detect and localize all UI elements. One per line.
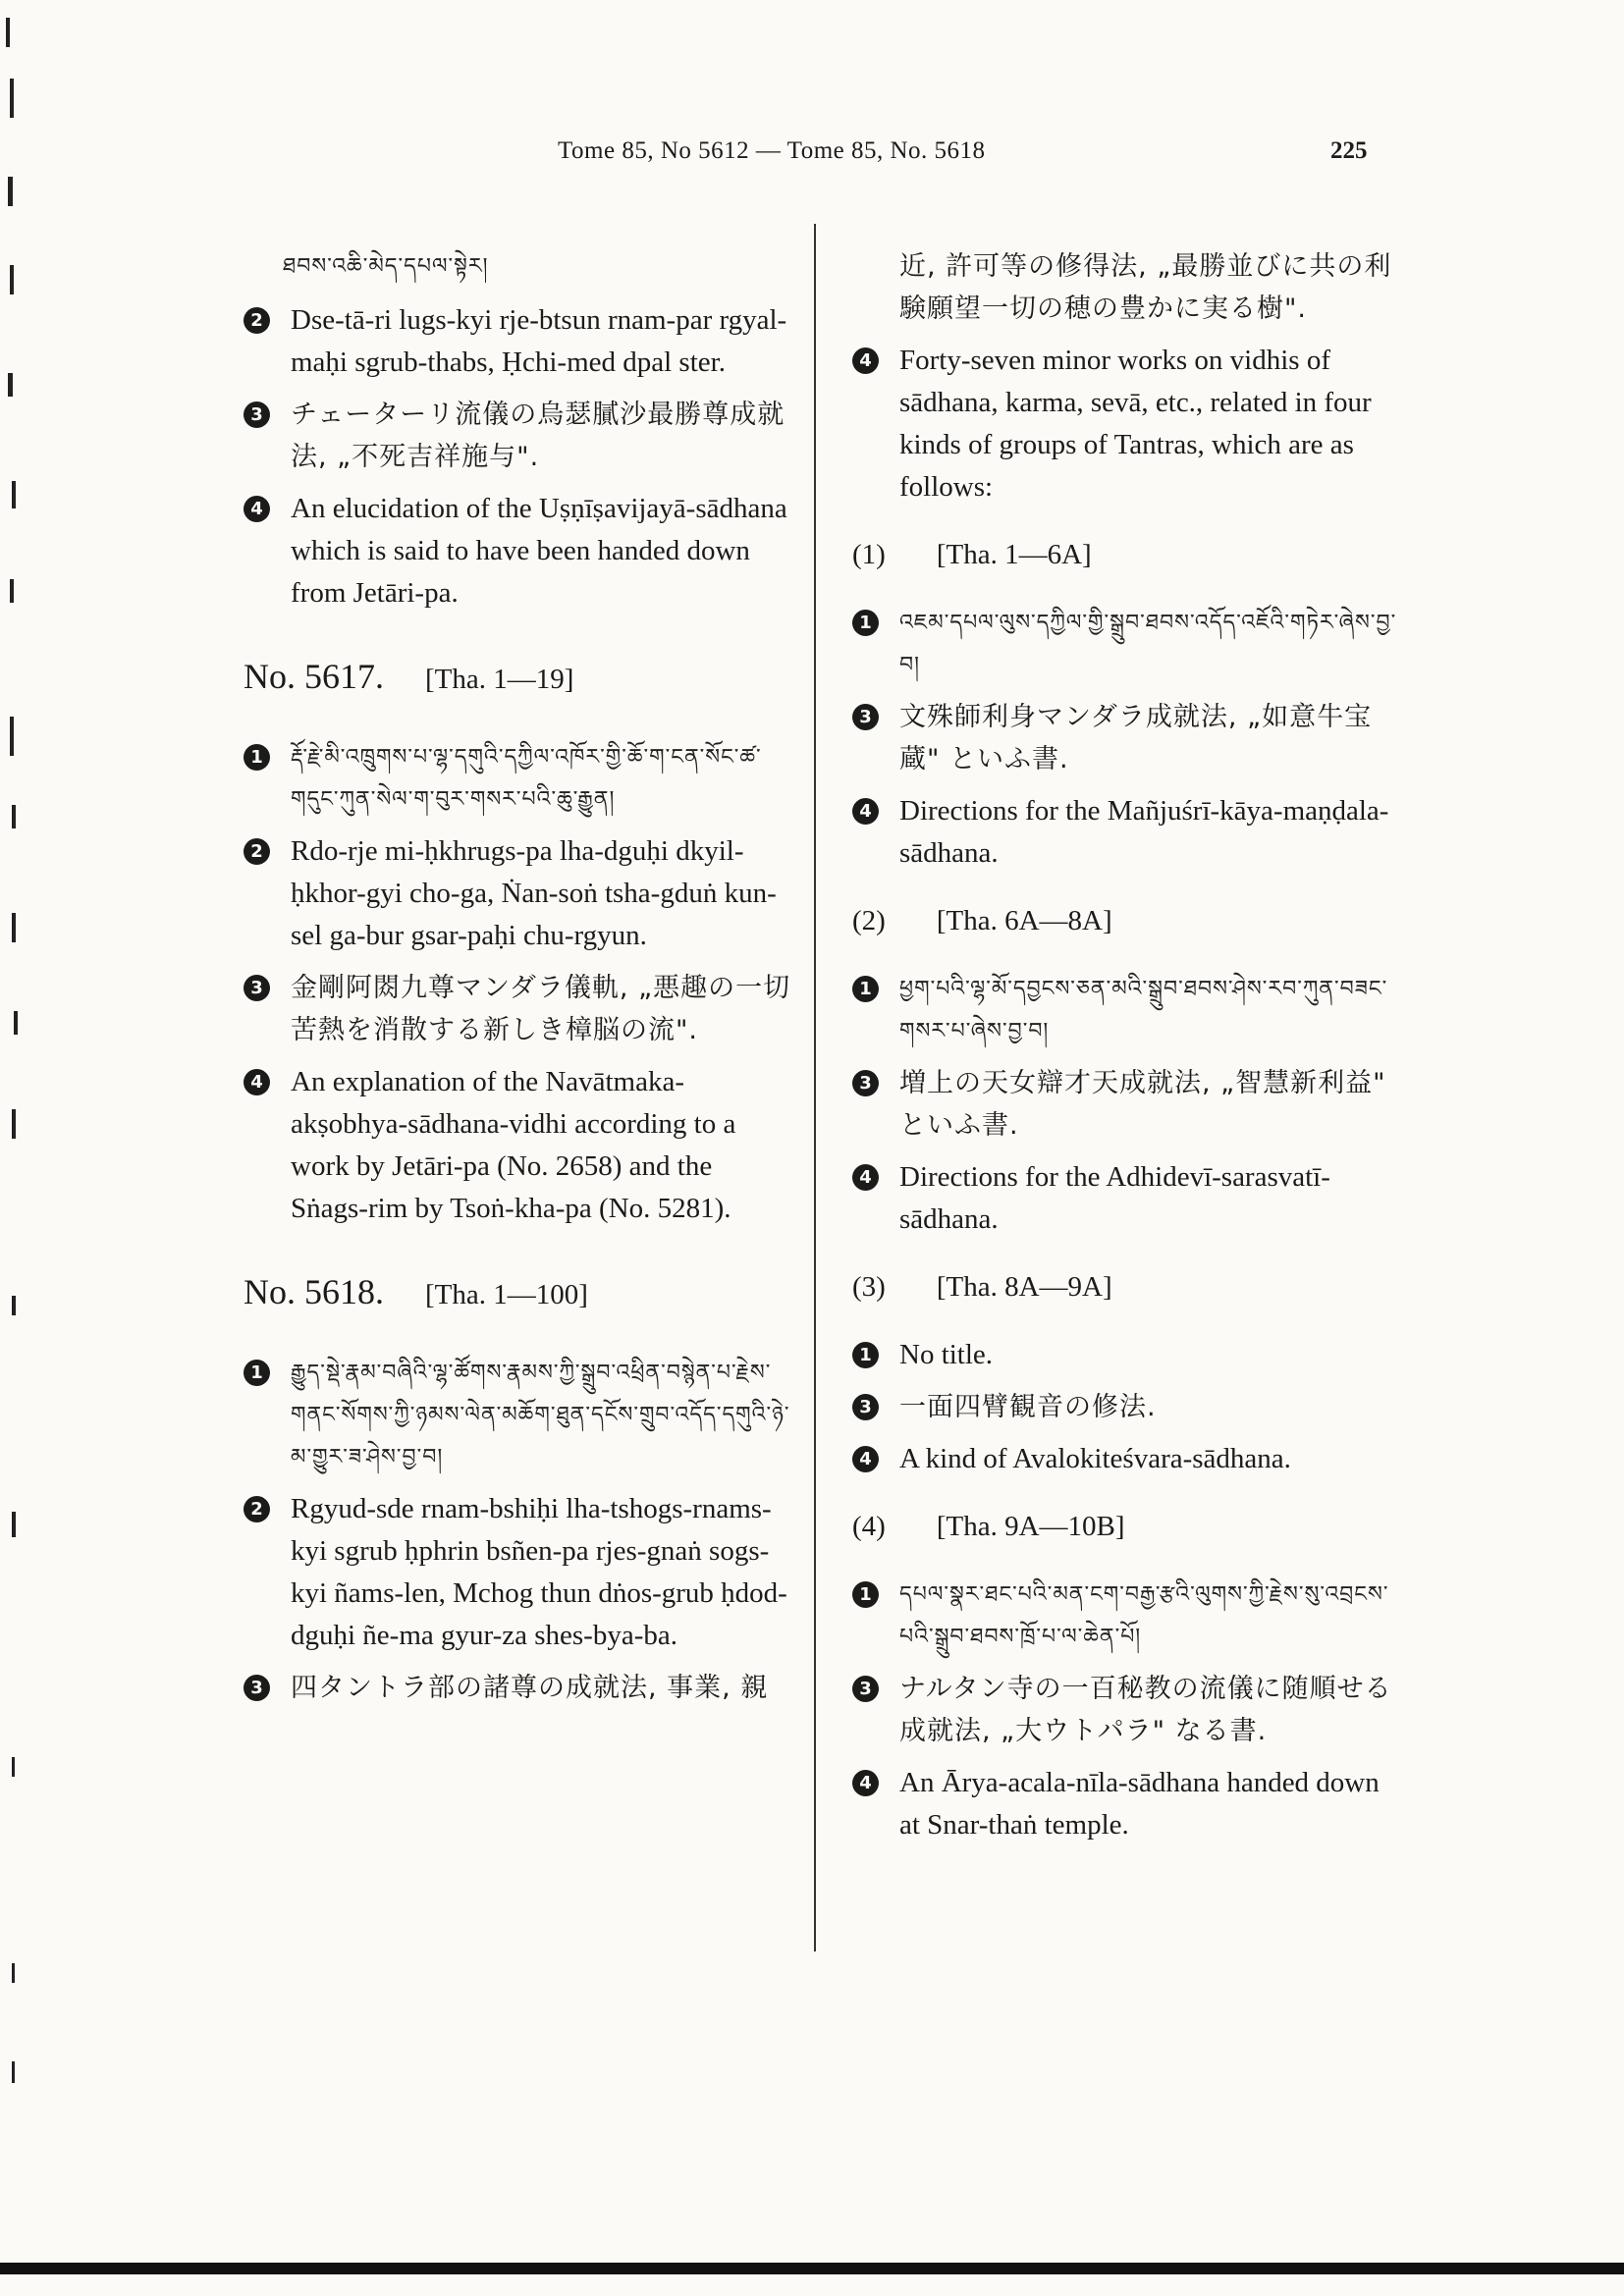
entry-item xyxy=(244,299,793,384)
circled-3-icon: 3 xyxy=(244,975,270,1001)
circled-2-icon: 2 xyxy=(244,1496,270,1522)
page-number: 225 xyxy=(1330,137,1368,164)
circled-3-icon: 3 xyxy=(244,401,270,428)
group-range: [Tha. 9A—10B] xyxy=(936,1511,1125,1542)
japanese-title-continued: 近, 許可等の修得法, „最勝並びに共の利験願望一切の穂の豊かに実る樹". xyxy=(899,251,1392,324)
circled-1-icon: 1 xyxy=(852,976,879,1002)
circled-3-icon: 3 xyxy=(852,1676,879,1702)
japanese-title: 増上の天女辯才天成就法, „智慧新利益" といふ書. xyxy=(899,1068,1386,1141)
english-description: A kind of Avalokiteśvara-sādhana. xyxy=(899,1443,1291,1474)
circled-4-icon: 4 xyxy=(852,1770,879,1796)
transliteration: Rdo-rje mi-ḥkhrugs-pa lha-dguḥi dkyil-ḥkhor-gyi cho-ga, Ṅan-soṅ tsha-gduṅ kun-sel ga-bur gsar-paḥi chu-rgyun. xyxy=(291,835,777,951)
japanese-title: 四タントラ部の諸尊の成就法, 事業, 親 xyxy=(291,1673,769,1703)
column-divider xyxy=(814,224,816,1951)
entry-item xyxy=(852,1062,1402,1147)
circled-2-icon: 2 xyxy=(244,307,270,334)
circled-3-icon: 3 xyxy=(244,1675,270,1701)
circled-4-icon: 4 xyxy=(852,1446,879,1472)
circled-1-icon: 1 xyxy=(852,1342,879,1368)
circled-1-icon: 1 xyxy=(852,610,879,636)
entry-item xyxy=(244,488,793,614)
circled-2-icon: 2 xyxy=(244,838,270,865)
group-label: (3) xyxy=(852,1271,886,1303)
group-heading xyxy=(852,1506,1402,1548)
group-range: [Tha. 6A—8A] xyxy=(936,905,1112,936)
scan-edge-marks xyxy=(0,0,22,2296)
tibetan-title: རྡོ་རྗེ་མི་འཁྲུགས་པ་ལྷ་དགུའི་དཀྱིལ་འཁོར་གྱི་ཆོ་ག་ངན་སོང་ཚ་གདུང་ཀུན་སེལ་ག་བུར་གསར་པའི་ཆུ་རྒྱུན། xyxy=(291,745,762,812)
english-description: An Ārya-acala-nīla-sādhana handed down at Snar-thaṅ temple. xyxy=(899,1767,1380,1841)
entry-item xyxy=(244,736,793,821)
tibetan-title: དཔལ་སྣར་ཐང་པའི་མན་ངག་བརྒྱ་རྩའི་ལུགས་ཀྱི་རྗེས་སུ་འབྲངས་པའི་སྒྲུབ་ཐབས་ཁྲོ་པ་ལ་ཆེན་པོ། xyxy=(899,1582,1389,1649)
circled-4-icon: 4 xyxy=(244,496,270,522)
tibetan-title-continued: ཐབས་འཆི་མེད་དཔལ་སྟེར། xyxy=(283,254,489,279)
entry-number: No. 5618. xyxy=(244,1272,384,1311)
left-column xyxy=(244,245,793,1719)
entry-range: [Tha. 1—19] xyxy=(425,664,574,695)
entry-heading-5618 xyxy=(244,1271,793,1316)
english-description: Forty-seven minor works on vidhis of sādhana, karma, sevā, etc., related in four kinds of groups of Tantras, which are as follows: xyxy=(899,345,1372,503)
entry-heading-5617 xyxy=(244,656,793,701)
entry-item xyxy=(852,1574,1402,1658)
entry-item xyxy=(244,830,793,957)
circled-4-icon: 4 xyxy=(244,1069,270,1095)
group-heading xyxy=(852,1266,1402,1308)
tibetan-title: ཕྱག་པའི་ལྷ་མོ་དབྱངས་ཅན་མའི་སྒྲུབ་ཐབས་ཤེས་རབ་ཀུན་བཟང་གསར་པ་ཞེས་བྱ་བ། xyxy=(899,977,1388,1043)
circled-1-icon: 1 xyxy=(244,1360,270,1386)
circled-1-icon: 1 xyxy=(852,1581,879,1608)
entry-item xyxy=(244,1061,793,1230)
entry-item xyxy=(852,1386,1402,1428)
english-description: Directions for the Adhidevī-sarasvatī-sādhana. xyxy=(899,1161,1330,1235)
entry-item xyxy=(852,602,1402,686)
english-description: An elucidation of the Uṣṇīṣavijayā-sādhana which is said to have been handed down from Jetāri-pa. xyxy=(291,493,787,609)
circled-4-icon: 4 xyxy=(852,1164,879,1191)
japanese-title: 金剛阿閦九尊マンダラ儀軌, „悪趣の一切苦熱を消散する新しき樟脳の流". xyxy=(291,973,791,1045)
entry-item xyxy=(852,1668,1402,1752)
entry-item xyxy=(244,1352,793,1478)
transliteration: Rgyud-sde rnam-bshiḥi lha-tshogs-rnams-kyi sgrub ḥphrin bsñen-pa rjes-gnaṅ sogs-kyi ñams-len, Mchog thun dṅos-grub ḥdod-dguḥi ñe-ma gyur-za shes-bya-ba. xyxy=(291,1493,787,1651)
tibetan-title: རྒྱུད་སྡེ་རྣམ་བཞིའི་ལྷ་ཚོགས་རྣམས་ཀྱི་སྒྲུབ་འཕྲིན་བསྙེན་པ་རྗེས་གནང་སོགས་ཀྱི་ཉམས་ལེན་མཆོག་ཐུན་དངོས་གྲུབ་འདོད་དགུའི་ཉེ་མ་གྱུར་ཟ་ཤེས་བྱ་བ། xyxy=(291,1361,790,1469)
entry-range: [Tha. 1—100] xyxy=(425,1279,588,1310)
group-label: (1) xyxy=(852,539,886,570)
entry-item xyxy=(244,967,793,1051)
entry-item xyxy=(852,790,1402,875)
circled-3-icon: 3 xyxy=(852,704,879,730)
entry-item xyxy=(244,1667,793,1709)
circled-3-icon: 3 xyxy=(852,1394,879,1420)
header-title: Tome 85, No 5612 — Tome 85, No. 5618 xyxy=(558,137,986,164)
circled-1-icon: 1 xyxy=(244,744,270,771)
right-column xyxy=(852,245,1402,1856)
bottom-scan-border xyxy=(0,2263,1624,2274)
entry-item xyxy=(852,340,1402,508)
entry-item xyxy=(852,1334,1402,1376)
japanese-title: ナルタン寺の一百秘教の流儀に随順せる成就法, „大ウトパラ" なる書. xyxy=(899,1674,1392,1746)
entry-item xyxy=(852,1156,1402,1241)
entry-item xyxy=(244,1488,793,1657)
entry-item xyxy=(244,394,793,478)
japanese-title: 文殊師利身マンダラ成就法, „如意牛宝蔵" といふ書. xyxy=(899,702,1373,774)
group-heading xyxy=(852,534,1402,576)
english-description: Directions for the Mañjuśrī-kāya-maṇḍala-sādhana. xyxy=(899,795,1389,869)
english-description: An explanation of the Navātmaka-akṣobhya-sādhana-vidhi according to a work by Jetāri-pa (No. 2658) and the Sṅags-rim by Tsoṅ-kha-pa (No. 5281). xyxy=(291,1066,736,1224)
entry-item xyxy=(852,968,1402,1052)
group-heading xyxy=(852,900,1402,942)
tibetan-title: No title. xyxy=(899,1339,994,1370)
group-range: [Tha. 1—6A] xyxy=(936,539,1092,570)
group-range: [Tha. 8A—9A] xyxy=(936,1271,1112,1303)
circled-4-icon: 4 xyxy=(852,347,879,374)
group-label: (2) xyxy=(852,905,886,936)
entry-item xyxy=(852,696,1402,780)
running-header xyxy=(0,137,1624,177)
circled-3-icon: 3 xyxy=(852,1070,879,1096)
tibetan-title: འཇམ་དཔལ་ལུས་དཀྱིལ་གྱི་སྒྲུབ་ཐབས་འདོད་འཇོའི་གཏེར་ཞེས་བྱ་བ། xyxy=(899,611,1397,677)
entry-item xyxy=(852,1438,1402,1480)
group-label: (4) xyxy=(852,1511,886,1542)
japanese-title: 一面四臂観音の修法. xyxy=(899,1392,1157,1422)
entry-number: No. 5617. xyxy=(244,657,384,696)
transliteration: Dse-tā-ri lugs-kyi rje-btsun rnam-par rgyal-maḥi sgrub-thabs, Ḥchi-med dpal ster. xyxy=(291,304,787,378)
circled-4-icon: 4 xyxy=(852,798,879,825)
entry-item xyxy=(852,1762,1402,1846)
japanese-title: チェーターリ流儀の烏瑟膩沙最勝尊成就法, „不死吉祥施与". xyxy=(291,400,785,472)
